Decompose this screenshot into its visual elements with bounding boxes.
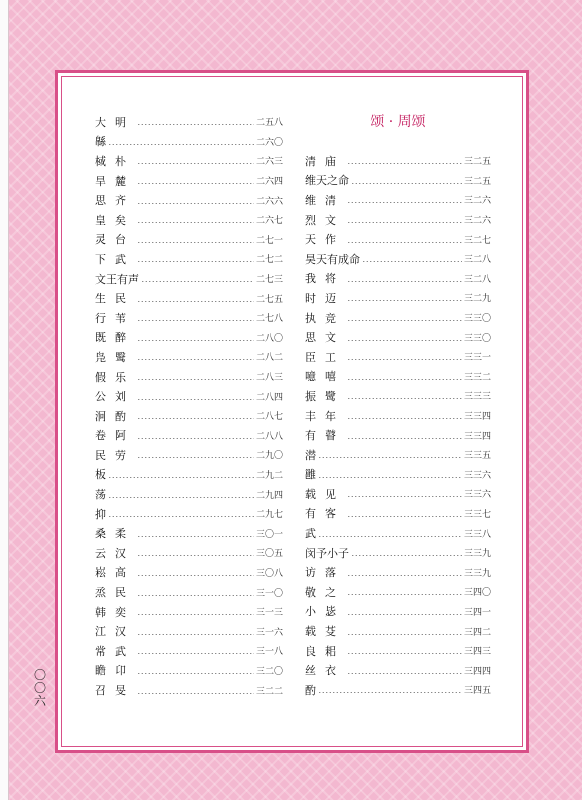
toc-entry-title: 烈文 (305, 213, 345, 227)
toc-entry-title: 公刘 (95, 390, 135, 404)
toc-entry-title: 武 (305, 527, 316, 541)
toc-entry-title: 既醉 (95, 331, 135, 345)
dot-leader (347, 163, 462, 164)
toc-entry-page: 三四三 (463, 647, 491, 658)
toc-entry-title: 有客 (305, 507, 345, 521)
toc-entry-page: 三四〇 (463, 588, 491, 599)
toc-entry[interactable] (305, 210, 491, 230)
toc-entry-page: 二七一 (255, 235, 283, 246)
dot-leader (347, 359, 462, 360)
toc-entry-title: 韩奕 (95, 605, 135, 619)
toc-entry[interactable] (95, 465, 283, 485)
toc-entry-title: 思文 (305, 331, 345, 345)
page-number-digit: 〇 (33, 668, 46, 682)
toc-entry-title: 酌 (305, 683, 316, 697)
toc-entry[interactable] (305, 406, 491, 426)
toc-entry-page: 二六三 (255, 157, 283, 168)
toc-entry[interactable] (95, 406, 283, 426)
toc-entry[interactable] (305, 445, 491, 465)
dot-leader (137, 614, 254, 615)
toc-entry-page: 三二八 (463, 274, 491, 285)
dot-leader (347, 496, 462, 497)
toc-entry[interactable] (95, 386, 283, 406)
toc-entry[interactable] (305, 229, 491, 249)
toc-entry-title: 灵台 (95, 233, 135, 247)
toc-entry-title: 常武 (95, 644, 135, 658)
dot-leader (347, 379, 462, 380)
toc-entry[interactable] (305, 602, 491, 622)
page-number-digit: 〇 (33, 681, 46, 695)
toc-entry-page: 三一六 (255, 627, 283, 638)
toc-entry-page: 三三〇 (463, 333, 491, 344)
toc-entry-title: 潜 (305, 448, 316, 462)
toc-entry-page: 三四五 (463, 686, 491, 697)
dot-leader (137, 261, 254, 262)
toc-entry-title: 丰年 (305, 409, 345, 423)
dot-leader (137, 222, 254, 223)
toc-entry-title: 棫朴 (95, 154, 135, 168)
toc-entry-page: 二八七 (255, 412, 283, 423)
toc-entry-page: 三二二 (255, 686, 283, 697)
toc-entry-title: 下武 (95, 252, 135, 266)
toc-entry[interactable] (95, 367, 283, 387)
toc-entry[interactable] (95, 171, 283, 191)
dot-leader (318, 457, 462, 458)
dot-leader (137, 399, 254, 400)
toc-entry[interactable] (95, 249, 283, 269)
toc-entry-title: 噫嘻 (305, 370, 345, 384)
toc-entry-page: 二六四 (255, 177, 283, 188)
toc-entry-page: 二六七 (255, 216, 283, 227)
toc-entry-page: 三三二 (463, 372, 491, 383)
toc-entry-page: 二七三 (255, 275, 283, 286)
toc-entry-title: 假乐 (95, 370, 135, 384)
toc-entry[interactable] (95, 426, 283, 446)
toc-entry[interactable] (305, 190, 491, 210)
toc-entry-title: 召旻 (95, 684, 135, 698)
dot-leader (108, 516, 254, 517)
toc-entry-page: 三三〇 (463, 314, 491, 325)
toc-entry-page: 二八二 (255, 353, 283, 364)
toc-entry-page: 三一八 (255, 647, 283, 658)
toc-entry-page: 二六〇 (255, 137, 283, 148)
toc-entry-page: 二七八 (255, 314, 283, 325)
dot-leader (347, 438, 462, 439)
toc-entry-title: 大明 (95, 115, 135, 129)
toc-entry[interactable] (95, 190, 283, 210)
toc-entry-page: 三一三 (255, 608, 283, 619)
toc-entry-title: 良耜 (305, 644, 345, 658)
toc-entry-title: 清庙 (305, 154, 345, 168)
toc-entry[interactable] (305, 582, 491, 602)
toc-entry[interactable] (305, 660, 491, 680)
dot-leader (347, 398, 462, 399)
toc-entry[interactable] (305, 171, 491, 191)
toc-entry-title: 皇矣 (95, 213, 135, 227)
toc-entry-page: 二七五 (255, 294, 283, 305)
toc-entry[interactable] (305, 151, 491, 171)
toc-entry-page: 三二〇 (255, 666, 283, 677)
dot-leader (141, 281, 254, 282)
toc-entry-title: 闵予小子 (305, 546, 349, 560)
toc-entry-title: 振鹭 (305, 389, 345, 403)
toc-entry-title: 生民 (95, 292, 135, 306)
toc-entry[interactable] (95, 680, 283, 700)
toc-entry-page: 二九七 (255, 510, 283, 521)
toc-entry-page: 二八四 (255, 392, 283, 403)
toc-entry-page: 三三七 (463, 509, 491, 520)
toc-entry[interactable] (95, 308, 283, 328)
dot-leader (137, 693, 254, 694)
toc-entry-title: 江汉 (95, 625, 135, 639)
section-heading: 颂 · 周颂 (370, 114, 426, 130)
toc-entry[interactable] (305, 327, 491, 347)
dot-leader (108, 497, 254, 498)
toc-entry[interactable] (305, 288, 491, 308)
toc-entry-title: 我将 (305, 272, 345, 286)
dot-leader (137, 124, 254, 125)
toc-entry-page: 三三九 (463, 549, 491, 560)
toc-entry-page: 三三四 (463, 412, 491, 423)
toc-entry[interactable] (95, 602, 283, 622)
toc-entry[interactable] (305, 367, 491, 387)
toc-entry-page: 三三四 (463, 431, 491, 442)
toc-entry-page: 二八八 (255, 431, 283, 442)
dot-leader (318, 477, 462, 478)
dot-leader (137, 634, 254, 635)
toc-entry-page: 三三一 (463, 353, 491, 364)
toc-entry-title: 天作 (305, 233, 345, 247)
dot-leader (347, 320, 462, 321)
toc-entry[interactable] (305, 269, 491, 289)
toc-entry-title: 緜 (95, 135, 106, 149)
toc-entry[interactable] (305, 621, 491, 641)
toc-entry[interactable] (305, 465, 491, 485)
dot-leader (347, 653, 462, 654)
dot-leader (137, 418, 254, 419)
toc-entry-title: 行苇 (95, 311, 135, 325)
toc-entry-title: 访落 (305, 566, 345, 580)
toc-entry-page: 三二九 (463, 294, 491, 305)
dot-leader (347, 594, 462, 595)
toc-entry-page: 二五八 (255, 118, 283, 129)
toc-entry-title: 载见 (305, 487, 345, 501)
dot-leader (347, 673, 462, 674)
dot-leader (137, 595, 254, 596)
toc-entry-title: 崧高 (95, 566, 135, 580)
dot-leader (351, 555, 462, 556)
toc-entry[interactable] (305, 347, 491, 367)
dot-leader (137, 575, 254, 576)
toc-entry-title: 雝 (305, 468, 316, 482)
toc-entry-title: 泂酌 (95, 409, 135, 423)
toc-entry-title: 载芟 (305, 625, 345, 639)
toc-entry[interactable] (305, 543, 491, 563)
toc-entry-title: 桑柔 (95, 527, 135, 541)
toc-entry-page: 二八〇 (255, 333, 283, 344)
toc-column-right (305, 151, 491, 700)
toc-entry-page: 三〇一 (255, 529, 283, 540)
toc-entry-page: 三〇八 (255, 568, 283, 579)
toc-entry-page: 二六六 (255, 196, 283, 207)
toc-entry-title: 思齐 (95, 194, 135, 208)
page-number-digit: 六 (33, 694, 46, 708)
toc-entry-title: 臣工 (305, 350, 345, 364)
toc-entry[interactable] (305, 680, 491, 700)
toc-entry-title: 旱麓 (95, 174, 135, 188)
dot-leader (347, 418, 462, 419)
dot-leader (137, 203, 254, 204)
toc-entry-title: 执竞 (305, 311, 345, 325)
toc-entry-page: 三四四 (463, 666, 491, 677)
toc-entry[interactable] (95, 210, 283, 230)
toc-entry-page: 三二六 (463, 196, 491, 207)
dot-leader (137, 301, 254, 302)
dot-leader (347, 634, 462, 635)
toc-entry[interactable] (305, 641, 491, 661)
toc-entry-title: 文王有声 (95, 272, 139, 286)
toc-entry-page: 三三八 (463, 529, 491, 540)
dot-leader (137, 653, 254, 654)
toc-entry[interactable] (95, 112, 283, 132)
dot-leader (347, 340, 462, 341)
toc-entry-title: 民劳 (95, 448, 135, 462)
dot-leader (347, 202, 462, 203)
toc-entry-page: 三四一 (463, 607, 491, 618)
dot-leader (137, 359, 254, 360)
toc-entry-page: 三三九 (463, 568, 491, 579)
dot-leader (108, 144, 254, 145)
toc-entry-page: 三一〇 (255, 588, 283, 599)
toc-entry[interactable] (95, 504, 283, 524)
dot-leader (137, 438, 254, 439)
toc-entry-title: 凫鹥 (95, 350, 135, 364)
dot-leader (137, 340, 254, 341)
toc-entry[interactable] (95, 288, 283, 308)
toc-entry[interactable] (305, 523, 491, 543)
toc-entry-page: 三二八 (463, 255, 491, 266)
dot-leader (318, 692, 462, 693)
toc-entry-title: 板 (95, 468, 106, 482)
toc-entry-page: 二九四 (255, 490, 283, 501)
toc-entry-title: 时迈 (305, 291, 345, 305)
dot-leader (137, 673, 254, 674)
dot-leader (347, 222, 462, 223)
toc-entry-title: 有瞽 (305, 429, 345, 443)
dot-leader (108, 477, 254, 478)
toc-entry-page: 三三五 (463, 451, 491, 462)
toc-entry-page: 三三三 (463, 392, 491, 403)
toc-entry-title: 维天之命 (305, 174, 349, 188)
dot-leader (137, 379, 254, 380)
toc-entry-page: 三二六 (463, 216, 491, 227)
toc-entry-title: 小毖 (305, 605, 345, 619)
toc-entry[interactable] (305, 249, 491, 269)
toc-entry[interactable] (305, 425, 491, 445)
toc-entry[interactable] (95, 347, 283, 367)
toc-entry-title: 瞻卬 (95, 664, 135, 678)
toc-column-left (95, 112, 283, 700)
toc-entry[interactable] (305, 484, 491, 504)
dot-leader (137, 242, 254, 243)
dot-leader (347, 242, 462, 243)
toc-entry[interactable] (305, 504, 491, 524)
toc-entry-page: 二七二 (255, 255, 283, 266)
toc-entry[interactable] (95, 484, 283, 504)
toc-entry-title: 敬之 (305, 585, 345, 599)
toc-entry-page: 二九〇 (255, 451, 283, 462)
toc-entry[interactable] (95, 563, 283, 583)
toc-entry[interactable] (305, 562, 491, 582)
dot-leader (137, 555, 254, 556)
toc-entry-title: 昊天有成命 (305, 252, 360, 266)
toc-entry[interactable] (95, 269, 283, 289)
toc-entry[interactable] (95, 582, 283, 602)
dot-leader (347, 516, 462, 517)
toc-entry-page: 三〇五 (255, 549, 283, 560)
toc-entry[interactable] (95, 621, 283, 641)
dot-leader (137, 457, 254, 458)
toc-entry-page: 三四二 (463, 627, 491, 638)
toc-entry[interactable] (95, 445, 283, 465)
dot-leader (137, 320, 254, 321)
toc-entry-page: 三二五 (463, 176, 491, 187)
toc-entry-page: 三三六 (463, 490, 491, 501)
dot-leader (137, 536, 254, 537)
toc-entry[interactable] (95, 151, 283, 171)
toc-entry-page: 二九二 (255, 470, 283, 481)
dot-leader (347, 575, 462, 576)
toc-entry-page: 二八三 (255, 373, 283, 384)
toc-entry[interactable] (95, 230, 283, 250)
page-gutter (0, 0, 9, 800)
toc-entry-page: 三二五 (463, 157, 491, 168)
toc-entry-title: 抑 (95, 507, 106, 521)
toc-entry-title: 维清 (305, 193, 345, 207)
toc-entry-title: 卷阿 (95, 429, 135, 443)
dot-leader (137, 183, 254, 184)
toc-entry-page: 三三六 (463, 470, 491, 481)
dot-leader (362, 261, 462, 262)
dot-leader (351, 183, 462, 184)
toc-entry[interactable] (95, 641, 283, 661)
dot-leader (137, 163, 254, 164)
toc-entry-page: 三二七 (463, 235, 491, 246)
toc-entry[interactable] (95, 523, 283, 543)
toc-entry-title: 烝民 (95, 586, 135, 600)
dot-leader (347, 300, 462, 301)
toc-entry-title: 云汉 (95, 546, 135, 560)
toc-entry[interactable] (95, 661, 283, 681)
toc-entry[interactable] (305, 308, 491, 328)
toc-entry-title: 荡 (95, 488, 106, 502)
dot-leader (347, 614, 462, 615)
toc-entry[interactable] (305, 386, 491, 406)
dot-leader (318, 536, 462, 537)
toc-entry[interactable] (95, 132, 283, 152)
toc-entry[interactable] (95, 328, 283, 348)
toc-entry[interactable] (95, 543, 283, 563)
toc-entry-title: 丝衣 (305, 664, 345, 678)
page-number (33, 669, 47, 708)
dot-leader (347, 281, 462, 282)
